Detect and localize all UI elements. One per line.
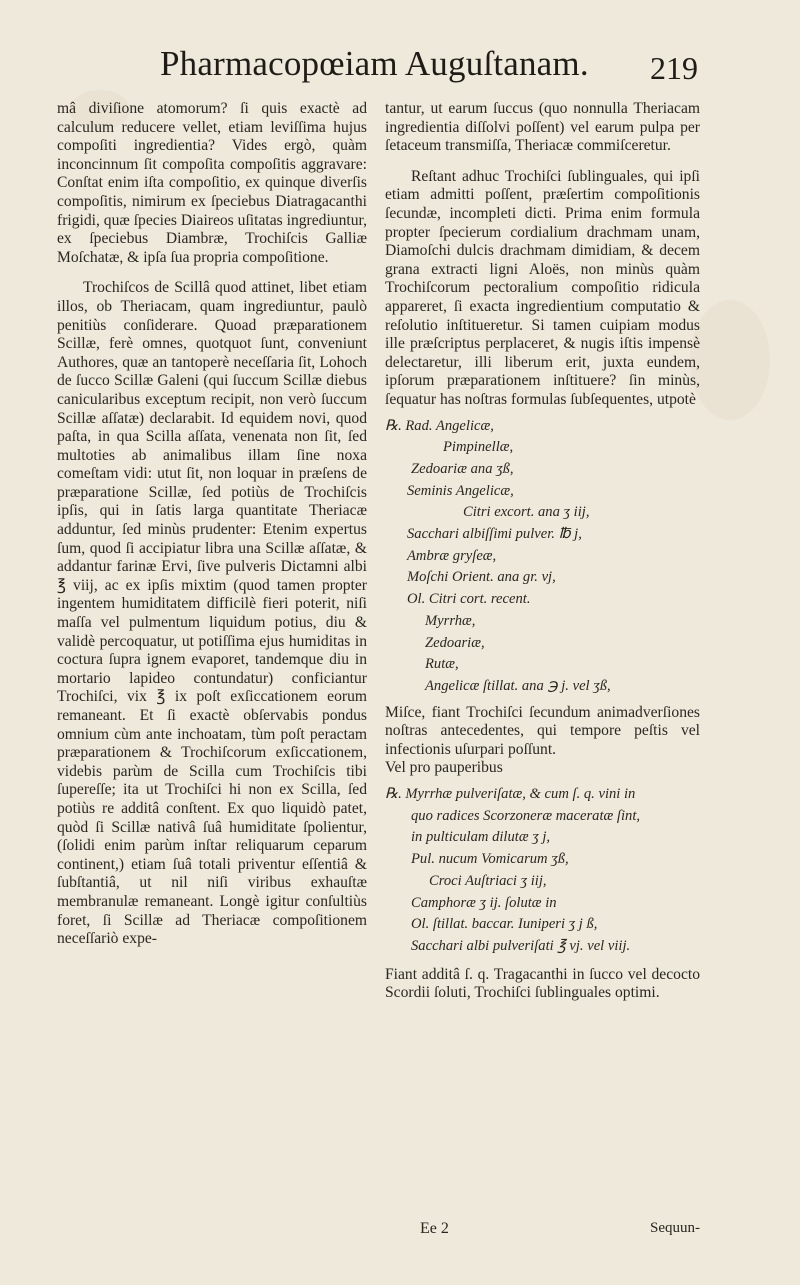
right-column xyxy=(385,100,700,1003)
recipe-line: Seminis Angelicæ, xyxy=(407,482,514,499)
recipe-line: Ol. Citri cort. recent. xyxy=(407,591,531,608)
recipe-line: Ol. ſtillat. baccar. Iuniperi ʒ j ß, xyxy=(411,916,598,933)
left-column xyxy=(57,100,367,949)
recipe-line: Sacchari albi pulveriſati ℥ vj. vel viij. xyxy=(411,937,631,954)
recipe-line: Ambræ gryſeæ, xyxy=(407,547,497,564)
recipe-line: Citri excort. ana ʒ iij, xyxy=(463,504,590,521)
subheading: Vel pro pauperibus xyxy=(385,759,503,777)
page-number: 219 xyxy=(650,50,698,86)
recipe-line: Rutæ, xyxy=(425,656,459,673)
paper-stain xyxy=(690,300,770,420)
recipe-line: Pul. nucum Vomicarum ʒß, xyxy=(411,851,569,868)
recipe-line: Zedoariæ ana ʒß, xyxy=(411,460,514,477)
catchword: Sequun- xyxy=(650,1220,700,1236)
running-header-title: Pharmacopœiam Auguſtanam. xyxy=(160,44,589,83)
right-paragraph-3: Miſce, fiant Trochiſci ſecundum animadverſiones noſtras antecedentes, qui tempore peſtis vel infectionis uſurpari poſſunt. xyxy=(385,703,700,758)
recipe-line: Pimpinellæ, xyxy=(443,439,514,456)
left-paragraph-1: mâ diviſione atomorum? ſi quis exactè ad calculum reducere vellet, etiam leviſſima hujus compoſiti ingredientia? Vides ergò, quàm inconcinnum ſit compoſita compoſitis aggravare: Conſtat enim iſta compoſitio, ex quinque diverſis compoſitis, nimirum ex ſpeciebus Diatragacanthi frigidi, quæ ſpecies Diaireos uſitatas ingrediuntur, ex ſpeciebus Diambræ, Trochiſcis Galliæ Moſchatæ, & ipſa ſua propria compoſitione. xyxy=(57,100,367,266)
recipe-line: Zedoariæ, xyxy=(425,634,485,651)
recipe-line: Camphoræ ʒ ij. ſolutæ in xyxy=(411,894,557,911)
right-paragraph-4: Fiant additâ ſ. q. Tragacanthi in ſucco vel decocto Scordii ſoluti, Trochiſci ſublinguales optimi. xyxy=(385,965,700,1002)
recipe-list-2 xyxy=(385,784,700,958)
recipe-line: Sacchari albiſſimi pulver. ℔ j, xyxy=(407,526,582,543)
right-paragraph-2: Reſtant adhuc Trochiſci ſublinguales, qui ipſi etiam admitti poſſent, præſertim compoſitionis ſecundæ, incompleti dicti. Prima enim formula propter ſpecierum cordialium drachmam unam, Diamoſchi dulcis drachmam dimidiam, & decem grana extracti ligni Aloës, non minùs quàm Trochiſcorum pectoralium compoſitio ridicula appareret, ſi exacta ingredientium computatio & reſolutio inſtitueretur. Si tamen cuipiam modus ille præſcriptus perplaceret, & nugis iſtis impensè delectaretur, illi liberum erit, juxta eundem, ipſorum præparationem inſtituere? ſin minùs, ſequatur has noſtras formulas ſubſequentes, utpotè xyxy=(385,167,700,408)
left-paragraph-2: Trochiſcos de Scillâ quod attinet, libet etiam illos, ob Theriacam, quam ingrediuntur, paulò penitiùs conſiderare. Quoad præparationem Scillæ, ferè omnes, quotquot ſunt, conveniunt Authores, quæ an tantoperè neceſſaria ſit, Lohoch de ſucco Scillæ Galeni (qui ſuccum Scillæ diebus canicularibus exceptum recipit, non verò ſuccum Scillæ aſſatæ) declarabit. Id equidem novi, quod paſta, in qua Scilla aſſata, venenata non ſit, ſed multoties ab animalibus illam ſine noxa comeſtam vidi: utut ſit, non loquar in præſens de præparatione Scillæ, ſed potiùs de Trochiſcis ipſis, qui in ſatis larga quantitate Theriacæ adduntur, ſed minùs prudenter: Etenim expertus ſum, quod ſi accipiatur libra una Scillæ aſſatæ, & addantur farinæ Ervi, ſive pulveris Dictamni albi ℥ viij, ac ex ipſis mixtim (quod tamen propter ingentem humiditatem difficilè fieri poterit, niſi maſſa vel pulmentum liquidum potius, diu & validè percoquatur, ut potiſſima ejus humiditas in coctura ſupra ignem evaporet, tandemque diu in mortario lapideo contundatur) conficiantur Trochiſci, vix ℥ ix poſt exſiccationem eorum remaneant. Et ſi exactè obſervabis pondus omnium cùm ante inchoatam, tùm poſt peractam præparationem & Trochiſcorum exſiccationem, videbis parùm de Scilla cum Trochiſcis tibi ſupereſſe; ita ut Trochiſci hi non ex Scilla, ſed potiùs re additâ conſtent. Ex quo liquidò patet, quòd ſi Scillæ nativâ ſuâ humiditate ſpolientur, (ſolidi enim parùm inſtar reliquarum ceparum continent,) etiam ſuâ totali priventur eſſentiâ & ſubſtantiâ, ut nil niſi viribus exhauſtæ membranulæ remaneant. Longè igitur conſultiùs foret, ſi Scillæ ad Theriacæ compoſitionem neceſſariò expe- xyxy=(57,279,367,948)
recipe-line: ℞. Rad. Angelicæ, xyxy=(385,417,494,434)
recipe-line: Angelicæ ſtillat. ana ℈ j. vel ʒß, xyxy=(425,677,611,694)
recipe-line: quo radices Scorzoneræ maceratæ ſint, xyxy=(411,807,641,824)
recipe-line: in pulticulam dilutæ ʒ j, xyxy=(411,829,551,846)
recipe-line: Moſchi Orient. ana gr. vj, xyxy=(407,569,556,586)
right-paragraph-1: tantur, ut earum ſuccus (quo nonnulla Theriacam ingredientia diſſolvi poſſent) vel earum pulpa per ſetaceum transmiſſa, Theriacæ commiſceretur. xyxy=(385,100,700,155)
signature-mark: Ee 2 xyxy=(420,1220,449,1237)
recipe-line: ℞. Myrrhæ pulveriſatæ, & cum ſ. q. vini in xyxy=(385,786,636,803)
recipe-line: Myrrhæ, xyxy=(425,612,476,629)
recipe-line: Croci Auſtriaci ʒ iij, xyxy=(429,872,547,889)
recipe-list-1 xyxy=(385,416,700,698)
